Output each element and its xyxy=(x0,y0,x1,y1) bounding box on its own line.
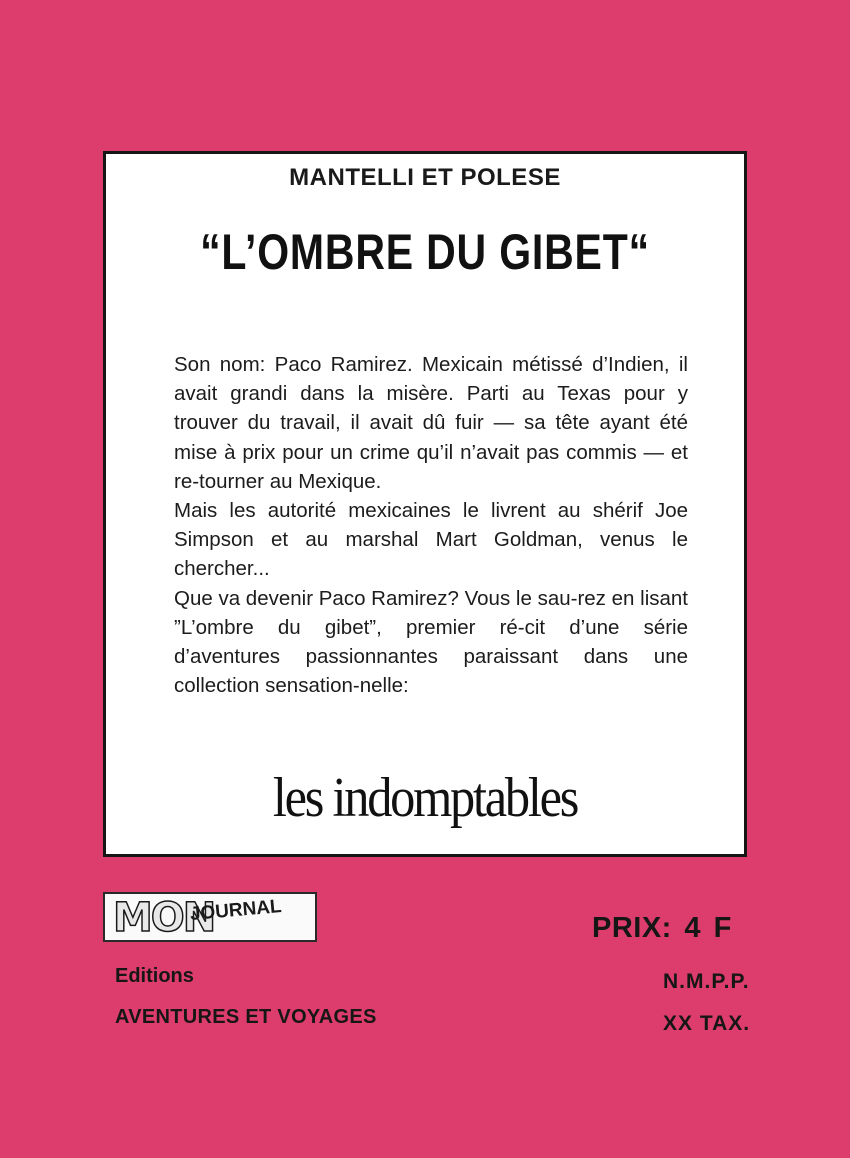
distributor-label: N.M.P.P. xyxy=(663,970,750,993)
collection-name: les indomptables xyxy=(272,767,578,829)
price-label: PRIX: 4 F xyxy=(592,912,732,944)
authors-heading: MANTELLI ET POLESE xyxy=(289,164,561,191)
logo-mon-text: MON xyxy=(113,895,215,941)
synopsis-panel xyxy=(103,151,747,857)
publisher-name: AVENTURES ET VOYAGES xyxy=(115,1006,377,1028)
mon-journal-logo xyxy=(103,892,317,942)
synopsis-paragraph-3: Que va devenir Paco Ramirez? Vous le sau-rez en lisant ”L’ombre du gibet”, premier ré-cit d’une série d’aventures passionnantes paraissant dans une collection sensation-nelle: xyxy=(174,586,688,698)
logo-journal-text: JOURNAL xyxy=(189,896,283,926)
book-title: “L’OMBRE DU GIBET“ xyxy=(200,224,650,280)
synopsis-text xyxy=(174,350,688,700)
tax-label: XX TAX. xyxy=(663,1012,751,1035)
synopsis-paragraph-2: Mais les autorité mexicaines le livrent au shérif Joe Simpson et au marshal Mart Goldman, venus le chercher... xyxy=(174,499,688,581)
synopsis-paragraph-1: Son nom: Paco Ramirez. Mexicain métissé d’Indien, il avait grandi dans la misère. Parti au Texas pour y trouver du travail, il avait dû fuir — sa tête ayant été mise à prix pour un crime qu’il n’avait pas commis — et re-tourner au Mexique. xyxy=(174,353,688,493)
editions-label: Editions xyxy=(115,965,194,987)
